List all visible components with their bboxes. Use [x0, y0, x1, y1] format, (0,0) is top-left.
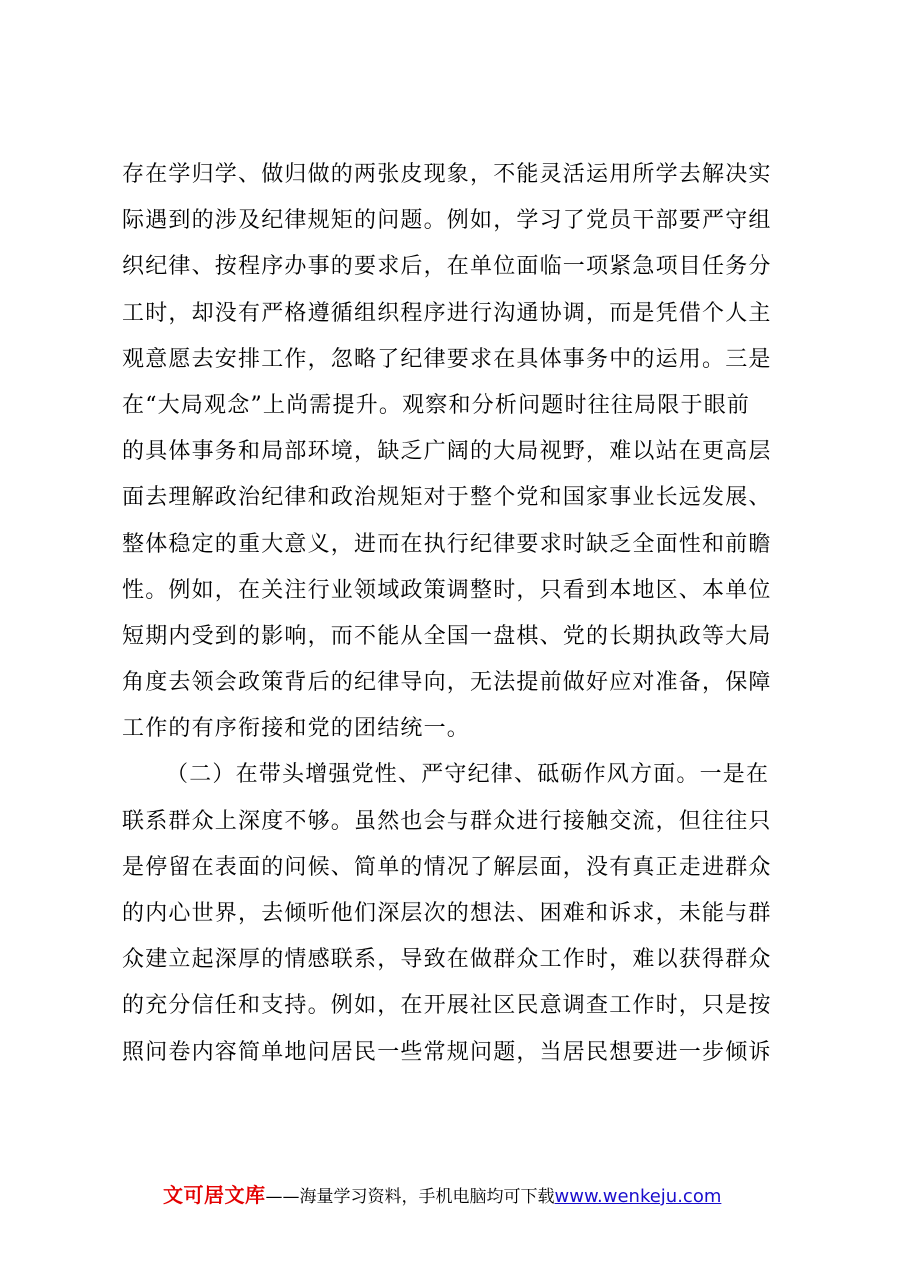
text-line: 工作的有序衔接和党的团结统一。	[122, 716, 471, 742]
text-line: 角度去领会政策背后的纪律导向，无法提前做好应对准备，保障	[122, 670, 772, 696]
brand-name: 文可居文库	[163, 1183, 266, 1207]
text-line: 性。例如，在关注行业领域政策调整时，只看到本地区、本单位	[122, 577, 772, 603]
text-line: 众建立起深厚的情感联系，导致在做群众工作时，难以获得群众	[122, 947, 772, 973]
text-line: 的内心世界，去倾听他们深层次的想法、困难和诉求，未能与群	[122, 901, 772, 926]
text-line: 在“大局观念”上尚需提升。观察和分析问题时往往局限于眼前	[122, 392, 751, 418]
text-line: 整体稳定的重大意义，进而在执行纪律要求时缺乏全面性和前瞻	[122, 531, 772, 557]
text-line: 联系群众上深度不够。虽然也会与群众进行接触交流，但往往只	[122, 808, 772, 834]
text-line: 织纪律、按程序办事的要求后，在单位面临一项紧急项目任务分	[122, 254, 772, 280]
text-line: 短期内受到的影响，而不能从全国一盘棋、党的长期执政等大局	[122, 623, 772, 649]
footer-banner	[163, 1180, 783, 1210]
section-heading-line: （二）在带头增强党性、严守纪律、砥砺作风方面。一是在	[166, 762, 770, 788]
text-line: 的具体事务和局部环境，缺乏广阔的大局视野，难以站在更高层	[122, 439, 772, 465]
text-line: 是停留在表面的问候、简单的情况了解层面，没有真正走进群众	[122, 854, 772, 880]
text-line: 观意愿去安排工作，忽略了纪律要求在具体事务中的运用。三是	[122, 346, 772, 372]
document-body	[122, 152, 792, 1076]
text-line: 面去理解政治纪律和政治规矩对于整个党和国家事业长远发展、	[122, 485, 772, 511]
text-line: 工时，却没有严格遵循组织程序进行沟通协调，而是凭借个人主	[122, 300, 772, 326]
footer-slogan: ——海量学习资料，手机电脑均可下载	[265, 1187, 555, 1207]
text-line: 存在学归学、做归做的两张皮现象，不能灵活运用所学去解决实	[122, 162, 772, 187]
text-line: 的充分信任和支持。例如，在开展社区民意调查工作时，只是按	[122, 993, 772, 1019]
website-link[interactable]: www.wenkeju.com	[554, 1186, 722, 1207]
text-line: 照问卷内容简单地问居民一些常规问题，当居民想要进一步倾诉	[122, 1039, 772, 1065]
text-line: 际遇到的涉及纪律规矩的问题。例如，学习了党员干部要严守组	[122, 208, 772, 234]
